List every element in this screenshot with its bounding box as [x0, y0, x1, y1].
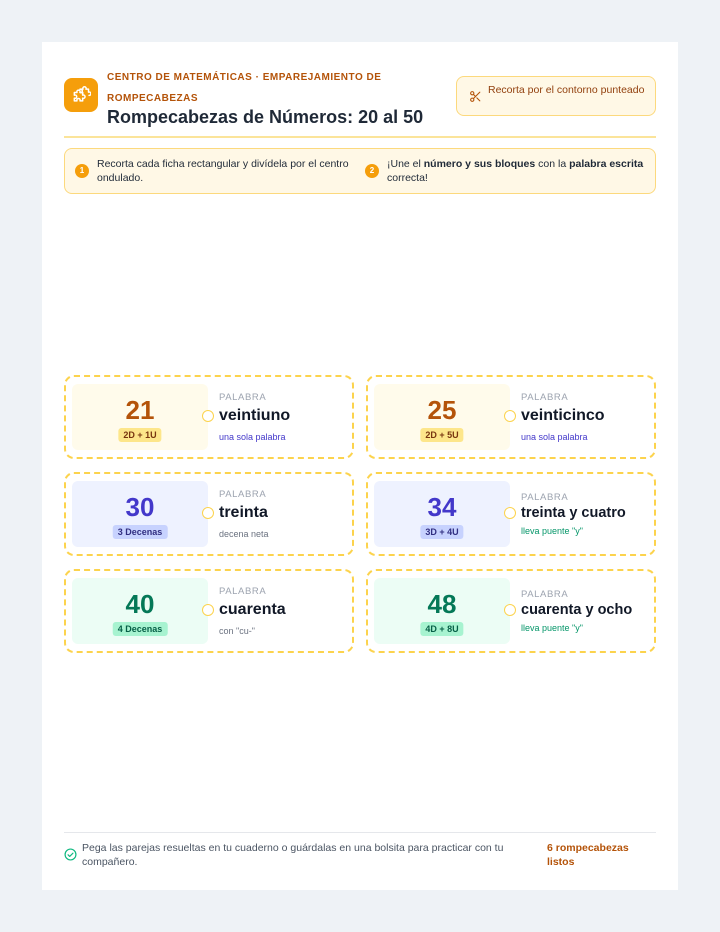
number-piece: [72, 481, 208, 547]
footer-text: Pega las parejas resueltas en tu cuaderno o guárdalas en una bolsita para practicar con tu compañero.: [82, 842, 504, 868]
scissors-icon: [469, 90, 482, 108]
word-label: PALABRA: [521, 492, 569, 503]
word-hint: una sola palabra: [521, 432, 588, 442]
puzzle-knob: [202, 604, 214, 616]
puzzle-card-48: [366, 569, 656, 653]
instructions-box: [64, 148, 656, 194]
place-value-badge: 2D + 1U: [118, 428, 161, 442]
puzzle-card-30: [64, 472, 354, 556]
number-value: 25: [427, 395, 457, 425]
place-value-badge: 3D + 4U: [420, 525, 463, 539]
place-value-badge: 4D + 8U: [420, 622, 463, 636]
puzzle-card-40: [64, 569, 354, 653]
check-circle-icon: [64, 848, 77, 866]
header: [64, 66, 656, 138]
puzzle-knob: [504, 410, 516, 422]
word-hint: con "cu-": [219, 626, 255, 636]
number-piece: [72, 578, 208, 644]
puzzle-card-25: [366, 375, 656, 459]
word-text: cuarenta: [219, 601, 286, 618]
step-text: ¡Une el número y sus bloques con la palabra escrita correcta!: [387, 158, 644, 184]
word-piece: [521, 377, 653, 457]
place-value-badge: 3 Decenas: [113, 525, 168, 539]
word-piece: [521, 571, 653, 651]
puzzle-card-21: [64, 375, 354, 459]
word-piece: [219, 377, 351, 457]
cut-note-text: Recorta por el contorno punteado: [488, 84, 645, 96]
word-text: veinticinco: [521, 407, 605, 424]
word-piece: [521, 474, 653, 554]
word-hint: decena neta: [219, 529, 269, 539]
page-title: Rompecabezas de Números: 20 al 50: [107, 107, 424, 127]
word-label: PALABRA: [219, 586, 267, 597]
word-hint: lleva puente "y": [521, 526, 583, 536]
cut-note: [456, 76, 656, 116]
word-label: PALABRA: [219, 392, 267, 403]
puzzle-card-34: [366, 472, 656, 556]
number-value: 48: [427, 589, 457, 619]
number-value: 21: [125, 395, 155, 425]
word-text: veintiuno: [219, 407, 291, 424]
step-number: 1: [75, 164, 89, 178]
step-number: 2: [365, 164, 379, 178]
number-value: 34: [427, 492, 457, 522]
number-piece: [72, 384, 208, 450]
word-hint: lleva puente "y": [521, 623, 583, 633]
number-value: 30: [125, 492, 155, 522]
puzzle-knob: [202, 410, 214, 422]
puzzle-knob: [202, 507, 214, 519]
puzzle-knob: [504, 604, 516, 616]
word-hint: una sola palabra: [219, 432, 286, 442]
word-label: PALABRA: [521, 392, 569, 403]
number-piece: [374, 578, 510, 644]
puzzle-knob: [504, 507, 516, 519]
word-label: PALABRA: [219, 489, 267, 500]
number-piece: [374, 481, 510, 547]
word-piece: [219, 571, 351, 651]
word-piece: [219, 474, 351, 554]
place-value-badge: 4 Decenas: [113, 622, 168, 636]
puzzle-icon: [64, 78, 98, 112]
step-text: Recorta cada ficha rectangular y divídela por el centro ondulado.: [97, 158, 349, 184]
number-piece: [374, 384, 510, 450]
footer-count: 6 rompecabezas listos: [547, 842, 629, 868]
word-text: treinta: [219, 504, 268, 521]
worksheet-page: [42, 42, 678, 890]
word-text: treinta y cuatro: [521, 505, 626, 521]
eyebrow-text: CENTRO DE MATEMÁTICAS · EMPAREJAMIENTO DE ROMPECABEZAS: [107, 72, 382, 104]
place-value-badge: 2D + 5U: [420, 428, 463, 442]
number-value: 40: [125, 589, 155, 619]
footer: [64, 832, 656, 872]
word-label: PALABRA: [521, 589, 569, 600]
word-text: cuarenta y ocho: [521, 602, 633, 618]
